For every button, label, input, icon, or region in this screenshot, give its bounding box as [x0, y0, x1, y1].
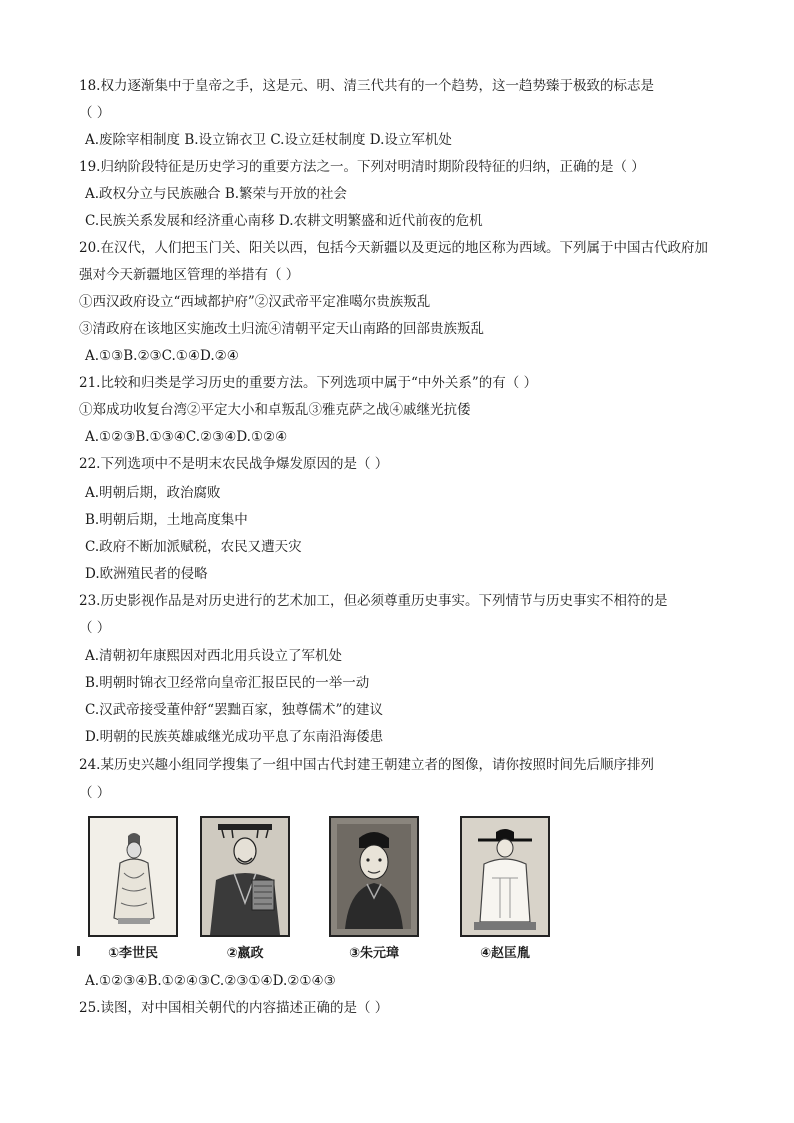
q23-option-a: A.清朝初年康熙因对西北用兵设立了军机处 [85, 648, 343, 664]
q23-stem: 23.历史影视作品是对历史进行的艺术加工，但必须尊重历史事实。下列情节与历史事实不相符的是 [79, 593, 668, 609]
q22-option-b: B.明朝后期，土地高度集中 [85, 512, 248, 528]
emperor-portraits [85, 816, 705, 966]
portrait-li-shimin [88, 816, 178, 937]
q18-options: A.废除宰相制度 B.设立锦衣卫 C.设立廷杖制度 D.设立军机处 [85, 132, 452, 148]
q20-items-1: ①西汉政府设立“西域都护府”②汉武帝平定准噶尔贵族叛乱 [79, 294, 431, 310]
caption-1: ①李世民 [107, 946, 158, 961]
q22-option-d: D.欧洲殖民者的侵略 [85, 566, 208, 582]
q22-stem: 22.下列选项中不是明末农民战争爆发原因的是（ ） [79, 456, 389, 472]
q23-option-b: B.明朝时锦衣卫经常向皇帝汇报臣民的一举一动 [85, 675, 370, 691]
q19-options-1: A.政权分立与民族融合 B.繁荣与开放的社会 [85, 186, 348, 202]
q23-option-d: D.明朝的民族英雄戚继光成功平息了东南沿海倭患 [85, 729, 384, 745]
portrait-zhu-yuanzhang [329, 816, 419, 937]
q21-options: A.①②③B.①③④C.②③④D.①②④ [85, 429, 288, 445]
q23-blank: （ ） [79, 620, 111, 636]
caption-3: ③朱元璋 [348, 946, 399, 961]
q21-items: ①郑成功收复台湾②平定大小和卓叛乱③雅克萨之战④戚继光抗倭 [79, 402, 471, 418]
q20-stem-2: 强对今天新疆地区管理的举措有（ ） [79, 267, 300, 283]
q20-stem-1: 20.在汉代，人们把玉门关、阳关以西，包括今天新疆以及更远的地区称为西域。下列属于中国古代政府加 [79, 240, 708, 256]
q20-options: A.①③B.②③C.①④D.②④ [85, 348, 239, 364]
q20-items-2: ③清政府在该地区实施改土归流④清朝平定天山南路的回部贵族叛乱 [79, 321, 484, 337]
q22-option-c: C.政府不断加派赋税，农民又遭天灾 [85, 539, 302, 555]
q19-stem: 19.归纳阶段特征是历史学习的重要方法之一。下列对明清时期阶段特征的归纳，正确的是（ ） [79, 159, 645, 175]
caption-2: ②嬴政 [226, 946, 264, 961]
caption-4: ④赵匡胤 [479, 946, 530, 961]
q18-stem: 18.权力逐渐集中于皇帝之手，这是元、明、清三代共有的一个趋势，这一趋势臻于极致的标志是 [79, 78, 654, 94]
q18-blank: （ ） [79, 105, 111, 121]
q24-blank: （ ） [79, 785, 111, 801]
q22-option-a: A.明朝后期，政治腐败 [85, 485, 221, 501]
portrait-ying-zheng [200, 816, 290, 937]
q24-stem: 24.某历史兴趣小组同学搜集了一组中国古代封建王朝建立者的图像，请你按照时间先后顺序排列 [79, 757, 654, 773]
q21-stem: 21.比较和归类是学习历史的重要方法。下列选项中属于“中外关系”的有（ ） [79, 375, 538, 391]
portrait-zhao-kuangyin [460, 816, 550, 937]
q19-options-2: C.民族关系发展和经济重心南移 D.农耕文明繁盛和近代前夜的危机 [85, 213, 483, 229]
q23-option-c: C.汉武帝接受董仲舒“罢黜百家，独尊儒术”的建议 [85, 702, 383, 718]
q24-options: A.①②③④B.①②④③C.②③①④D.②①④③ [85, 973, 336, 989]
q25-stem: 25.读图，对中国相关朝代的内容描述正确的是（ ） [79, 1000, 389, 1016]
